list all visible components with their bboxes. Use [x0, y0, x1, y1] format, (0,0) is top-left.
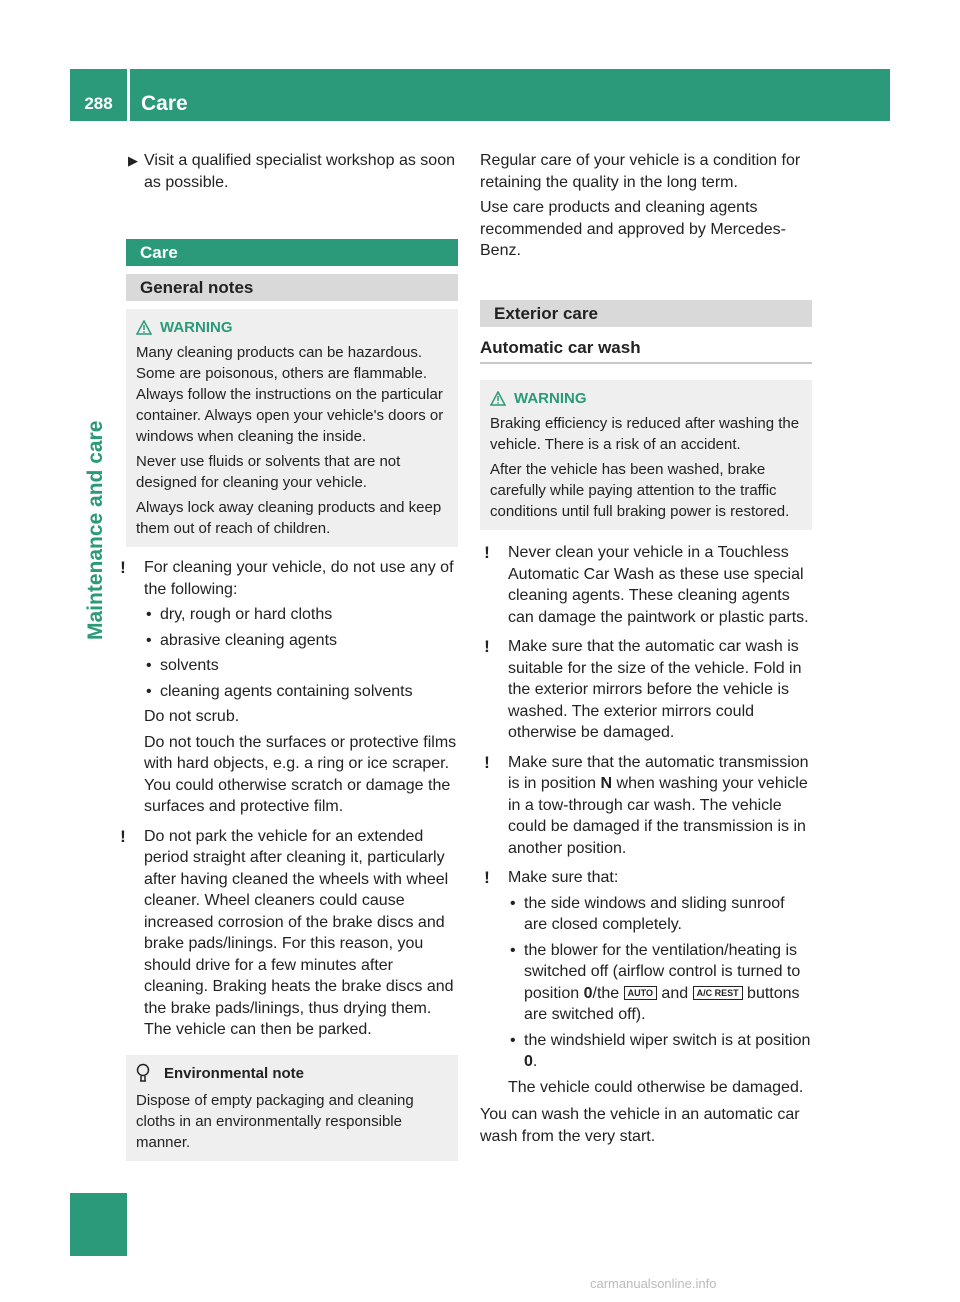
exclamation-icon: ! — [120, 558, 126, 577]
exclamation-icon: ! — [484, 637, 490, 656]
warning-text: After the vehicle has been washed, brake carefully while paying attention to the traffic conditions until full braking power is restored. — [490, 461, 790, 520]
warning-triangle-icon — [136, 320, 152, 335]
caution-note: ! Do not park the vehicle for an extended period straight after cleaning it, particularly after having cleaned the wheels with wheel cleaner. Wheel cleaners could cause increased corrosion of the brake discs and brake pads/linings. For this reason, you should drive for a few minutes after cleaning. Braking heats the brake discs and the brake pads/linings, thus drying them. The vehicle can then be parked. — [116, 826, 458, 1041]
bullet-icon: • — [510, 894, 516, 912]
bullet-icon: • — [146, 682, 152, 700]
page-title: Care — [141, 92, 188, 115]
bullet-icon: • — [146, 606, 152, 623]
page-header — [70, 69, 890, 121]
list-item: • the side windows and sliding sunroof are closed completely. — [510, 894, 785, 933]
paragraph: Use care products and cleaning agents recommended and approved by Mercedes-Benz. — [480, 199, 786, 259]
warning-box — [126, 309, 458, 547]
right-column — [480, 150, 812, 1151]
warning-text: Never use fluids or solvents that are not designed for cleaning your vehicle. — [136, 453, 401, 491]
bullet-icon: • — [510, 1031, 516, 1049]
ac-rest-button-icon: A/C REST — [693, 986, 743, 1000]
warning-triangle-icon — [490, 391, 506, 406]
list-item: • the blower for the ventilation/heating is switched off (airflow control is turned to position 0/the AUTO and A/C REST buttons are switched off). — [510, 941, 801, 1023]
bullet-icon: • — [510, 941, 516, 959]
section-heading-general-notes: General notes — [126, 274, 458, 301]
bullet-icon: • — [146, 657, 152, 674]
section-heading-care: Care — [126, 239, 458, 266]
arrow-icon: ▶ — [128, 153, 138, 168]
paragraph: Regular care of your vehicle is a condition for retaining the quality in the long term. — [480, 152, 801, 191]
environmental-note-box — [126, 1055, 458, 1161]
exclamation-icon: ! — [484, 868, 490, 887]
warning-heading: WARNING — [490, 388, 802, 409]
warning-text: Many cleaning products can be hazardous. Some are poisonous, others are flammable. Always follow the instructions on the particular container. Always open your vehicle's doors or windows when cleaning the inside. — [136, 344, 444, 445]
subsection-heading: Automatic car wash — [480, 337, 812, 365]
warning-text: Always lock away cleaning products and keep them out of reach of children. — [136, 499, 442, 537]
list-item: • the windshield wiper switch is at position 0. — [510, 1031, 811, 1070]
list-item: • solvents — [144, 655, 458, 677]
caution-note: ! Make sure that: • the side windows and sliding sunroof are closed completely. • the blower for the ventilation/heating is switched off (airflow control is turned to position 0/the AUTO and A/C REST buttons are switched off). • the windshield wiper switch is at position 0. The vehicle could otherwise be damaged. — [480, 867, 812, 1098]
exclamation-icon: ! — [484, 543, 490, 562]
paragraph: You can wash the vehicle in an automatic car wash from the very start. — [480, 1106, 800, 1145]
list-item: • dry, rough or hard cloths — [144, 604, 458, 626]
warning-box — [480, 380, 812, 530]
list-item: • cleaning agents containing solvents — [144, 681, 458, 703]
sidebar-tab — [70, 1193, 127, 1256]
lightbulb-icon — [136, 1063, 150, 1083]
page-number: 288 — [84, 94, 113, 113]
environmental-note-text: Dispose of empty packaging and cleaning cloths in an environmentally responsible manner. — [136, 1091, 414, 1151]
warning-heading: WARNING — [136, 317, 448, 338]
environmental-note-heading: Environmental note — [136, 1063, 448, 1084]
left-column — [116, 150, 458, 1161]
sidebar-chapter-label: Maintenance and care — [84, 420, 107, 640]
header-divider — [127, 69, 130, 121]
list-item: • abrasive cleaning agents — [144, 630, 458, 652]
warning-text: Braking efficiency is reduced after washing the vehicle. There is a risk of an accident. — [490, 415, 800, 453]
instruction-step: ▶ Visit a qualified specialist workshop as soon as possible. — [128, 152, 455, 191]
caution-note: ! Make sure that the automatic car wash is suitable for the size of the vehicle. Fold in the exterior mirrors before the vehicle is washed. The exterior mirrors could otherwise be damaged. — [480, 636, 812, 744]
exclamation-icon: ! — [484, 752, 490, 772]
bullet-icon: • — [146, 631, 152, 649]
caution-note: ! For cleaning your vehicle, do not use any of the following: • dry, rough or hard cloths • abrasive cleaning agents • solvents • cleaning agents containing solvents Do not scrub. Do not touch the surfaces or protective films with hard objects, e.g. a ring or ice scraper. You could otherwise scratch or damage the surfaces and protective film. — [116, 557, 458, 818]
exclamation-icon: ! — [120, 826, 126, 846]
auto-button-icon: AUTO — [624, 986, 657, 1000]
watermark-footer: carmanualsonline.info — [590, 1276, 717, 1291]
section-heading-exterior-care: Exterior care — [480, 300, 812, 327]
caution-note: ! Make sure that the automatic transmission is in position N when washing your vehicle in a tow-through car wash. The vehicle could be damaged if the transmission is in another position. — [480, 752, 812, 860]
caution-note: ! Never clean your vehicle in a Touchless Automatic Car Wash as these use special cleaning agents. These cleaning agents can damage the paintwork or plastic parts. — [480, 542, 812, 628]
